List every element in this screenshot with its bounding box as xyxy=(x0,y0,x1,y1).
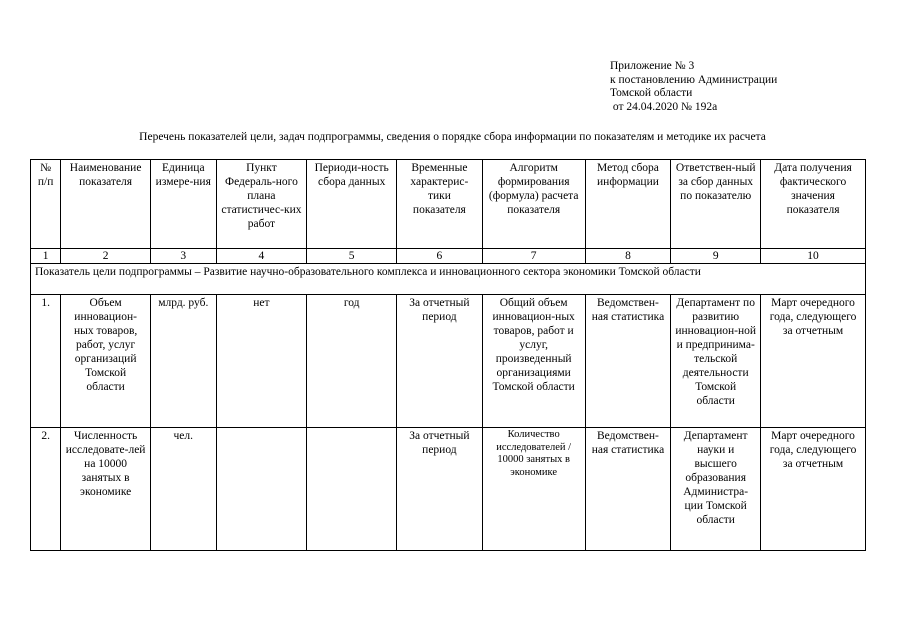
column-number: 1 xyxy=(31,249,61,264)
section-row xyxy=(31,264,866,295)
receipt-date: Март очередного года, следующего за отчетным xyxy=(761,295,866,428)
table-row xyxy=(31,295,866,428)
receipt-date: Март очередного года, следующего за отчетным xyxy=(761,428,866,551)
header-cell: Алгоритм формирования (формула) расчета показателя xyxy=(482,160,585,249)
header-cell: Периоди-ность сбора данных xyxy=(307,160,397,249)
column-number-row xyxy=(31,249,866,264)
appendix-note xyxy=(610,60,777,114)
responsible: Департамент по развитию инновацион-ной и предпринима-тельской деятельности Томской области xyxy=(671,295,761,428)
section-title: Показатель цели подпрограммы – Развитие научно-образовательного комплекса и инновационного сектора экономики Томской области xyxy=(31,264,866,295)
indicators-table xyxy=(30,159,866,551)
unit: млрд. руб. xyxy=(151,295,217,428)
algorithm: Количество исследователей / 10000 занятых в экономике xyxy=(482,428,585,551)
plan-item: нет xyxy=(216,295,307,428)
periodicity: год xyxy=(307,295,397,428)
header-cell: № п/п xyxy=(31,160,61,249)
responsible: Департамент науки и высшего образования Администра-ции Томской области xyxy=(671,428,761,551)
column-number: 2 xyxy=(61,249,151,264)
header-cell: Ответствен-ный за сбор данных по показателю xyxy=(671,160,761,249)
plan-item xyxy=(216,428,307,551)
collection-method: Ведомствен-ная статистика xyxy=(585,295,671,428)
column-number: 4 xyxy=(216,249,307,264)
indicator-name: Объем инновацион-ных товаров, работ, услуг организаций Томской области xyxy=(61,295,151,428)
column-number: 8 xyxy=(585,249,671,264)
row-number: 2. xyxy=(31,428,61,551)
column-number: 10 xyxy=(761,249,866,264)
indicator-name: Численность исследовате-лей на 10000 занятых в экономике xyxy=(61,428,151,551)
column-number: 9 xyxy=(671,249,761,264)
column-number: 5 xyxy=(307,249,397,264)
unit: чел. xyxy=(151,428,217,551)
appendix-line: от 24.04.2020 № 192а xyxy=(610,100,718,113)
column-number: 6 xyxy=(397,249,483,264)
appendix-line: к постановлению Администрации xyxy=(610,73,778,86)
table-header-row xyxy=(31,160,866,249)
periodicity xyxy=(307,428,397,551)
row-number: 1. xyxy=(31,295,61,428)
appendix-line: Приложение № 3 xyxy=(610,60,695,72)
header-cell: Временные характерис-тики показателя xyxy=(397,160,483,249)
collection-method: Ведомствен-ная статистика xyxy=(585,428,671,551)
header-cell: Наименование показателя xyxy=(61,160,151,249)
column-number: 3 xyxy=(151,249,217,264)
table-row xyxy=(31,428,866,551)
time-characteristic: За отчетный период xyxy=(397,295,483,428)
header-cell: Дата получения фактического значения показателя xyxy=(761,160,866,249)
column-number: 7 xyxy=(482,249,585,264)
time-characteristic: За отчетный период xyxy=(397,428,483,551)
algorithm: Общий объем инновацион-ных товаров, работ и услуг, произведенный организациями Томской области xyxy=(482,295,585,428)
document-title: Перечень показателей цели, задач подпрограммы, сведения о порядке сбора информации по показателям и методике их расчета xyxy=(139,131,766,143)
header-cell: Метод сбора информации xyxy=(585,160,671,249)
header-cell: Пункт Федераль-ного плана статистичес-ких работ xyxy=(216,160,307,249)
header-cell: Единица измере-ния xyxy=(151,160,217,249)
appendix-line: Томской области xyxy=(610,87,693,99)
